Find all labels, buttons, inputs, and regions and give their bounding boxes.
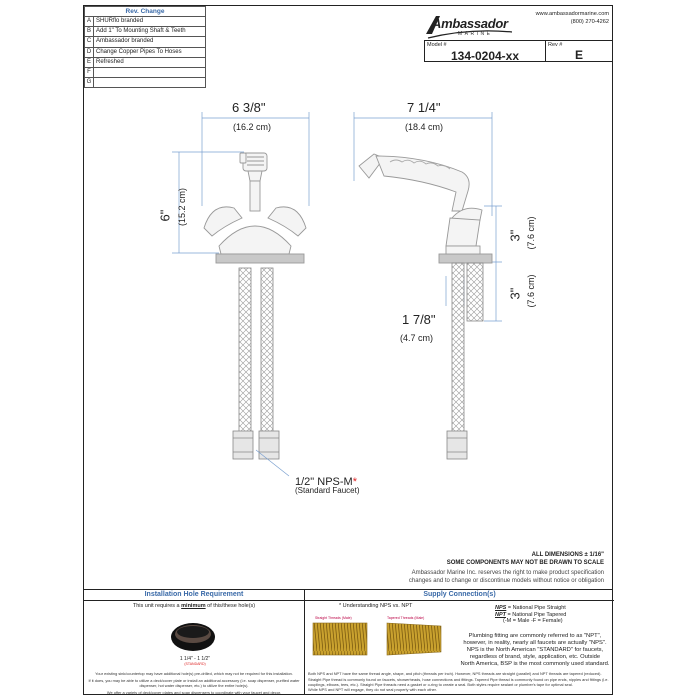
connector-sublabel: (Standard Faucet) [295, 486, 360, 495]
side-lower-height-label: 3" [507, 287, 523, 300]
install-requirement: This unit requires a minimum of this/these hole(s) [132, 603, 256, 609]
side-faucet-body [359, 154, 492, 263]
side-lower-height-cm: (7.6 cm) [526, 274, 536, 308]
supply-fine-print: Both NPS and NPT have the same thread angle, shape, and pitch (threads per inch). However, NPS threads are straight (parallel) and NPT threads are tapered (reduced). Straight Pipe thread is commonly found on faucets, showerheads, hose connections and fittings. Tapered Pipe thread is commonly found on pipe ends, nipples and fittings (i.e. couplings, elbows, tees, etc.). Straight Pipe threads need a gasket or o-ring to create a seal. Both styles require sealant or plumber's tape for optimal seal. While NPS and NPT will engage, they do not seal properly with each other. [308, 671, 609, 692]
revision-row: F [85, 67, 206, 77]
tapered-thread-label: Tapered Threads (Male) [387, 616, 425, 620]
revision-row: G [85, 78, 206, 88]
revision-row: E Refreshed [85, 57, 206, 67]
drawing-notes: ALL DIMENSIONS ± 1/16" SOME COMPONENTS MAY NOT BE DRAWN TO SCALE Ambassador Marine Inc. reserves the right to make product specification changes and to change or discontinue models without notice or obligation [408, 552, 604, 584]
side-shaft-hose [447, 263, 483, 459]
supply-explanation: Plumbing fitting are commonly referred to as "NPT", however, in reality, nearly all faucets are actually "NPS". NPS is the North American "STANDARD" for faucets, regardless of brand, style, application, etc. Outside North America, BSP is the most commonly used standard. [460, 633, 610, 667]
rev-value: E [574, 48, 583, 62]
side-depth-label: 7 1/4" [407, 100, 441, 115]
hole-size-label: 1 1/4" - 1 1/2" (STANDARD) [179, 656, 211, 666]
model-number: 134-0204-xx [450, 49, 520, 63]
drawing-sheet [83, 5, 613, 695]
revision-row: A SHURflo branded [85, 17, 206, 27]
install-fine-print: Your existing sink/countertop may have additional hole(s) pre-drilled, which may not be required for this installation. If it does, you may be able to utilize a deck/cover plate or install an additional accessory (i.e. soap dispenser, purified water dispenser, hot water dispenser, etc.) to utilize the entire hole(s). We offer a variety of deck/cover plates and soap dispensers to coordinate with your faucet and decor. [88, 671, 300, 695]
side-upper-height-label: 3" [507, 229, 523, 242]
nps-npt-definitions: NPS = National Pipe Straight NPT = National Pipe Tapered (-M = Male -F = Female) [495, 605, 567, 624]
straight-thread-icon [313, 623, 367, 655]
mounting-hole-icon [168, 617, 218, 657]
website-link[interactable]: www.ambassadormarine.com [535, 11, 609, 17]
install-panel [84, 589, 304, 695]
front-height-cm: (15.2 cm) [177, 188, 187, 227]
nps-npt-heading: * Understanding NPS vs. NPT [339, 603, 413, 609]
logo-subtext: MARINE [458, 31, 493, 37]
rev-label: Rev # [548, 42, 563, 48]
revision-row: D Change Copper Pipes To Hoses [85, 47, 206, 57]
front-width-label: 6 3/8" [232, 100, 266, 115]
install-panel-title: Installation Hole Requirement [144, 591, 244, 598]
supply-panel-title: Supply Connection(s) [423, 591, 496, 598]
logo-text: Ambassador [432, 16, 508, 31]
side-hose-cm: (4.7 cm) [400, 333, 434, 343]
model-label: Model # [427, 42, 447, 48]
side-upper-height-cm: (7.6 cm) [526, 216, 536, 250]
connector-label: 1/2" NPS-M* [295, 476, 357, 488]
phone-number: (800) 270-4262 [570, 19, 609, 25]
connector-asterisk: * [352, 476, 357, 488]
side-depth-cm: (18.4 cm) [405, 122, 444, 132]
side-hose-label: 1 7/8" [402, 312, 436, 327]
front-hoses [233, 268, 279, 459]
front-height-label: 6" [157, 209, 173, 222]
thread-illustration [311, 621, 451, 659]
front-faucet-body [204, 153, 306, 263]
revision-row: C Ambassador branded [85, 37, 206, 47]
supply-panel [305, 589, 614, 692]
tapered-thread-icon [387, 623, 441, 655]
revision-row: B Add 1" To Mounting Shaft & Teeth [85, 27, 206, 37]
front-width-cm: (16.2 cm) [233, 122, 272, 132]
revision-table-title: Rev. Change [85, 7, 206, 17]
straight-thread-label: Straight Threads (Male) [315, 616, 352, 620]
